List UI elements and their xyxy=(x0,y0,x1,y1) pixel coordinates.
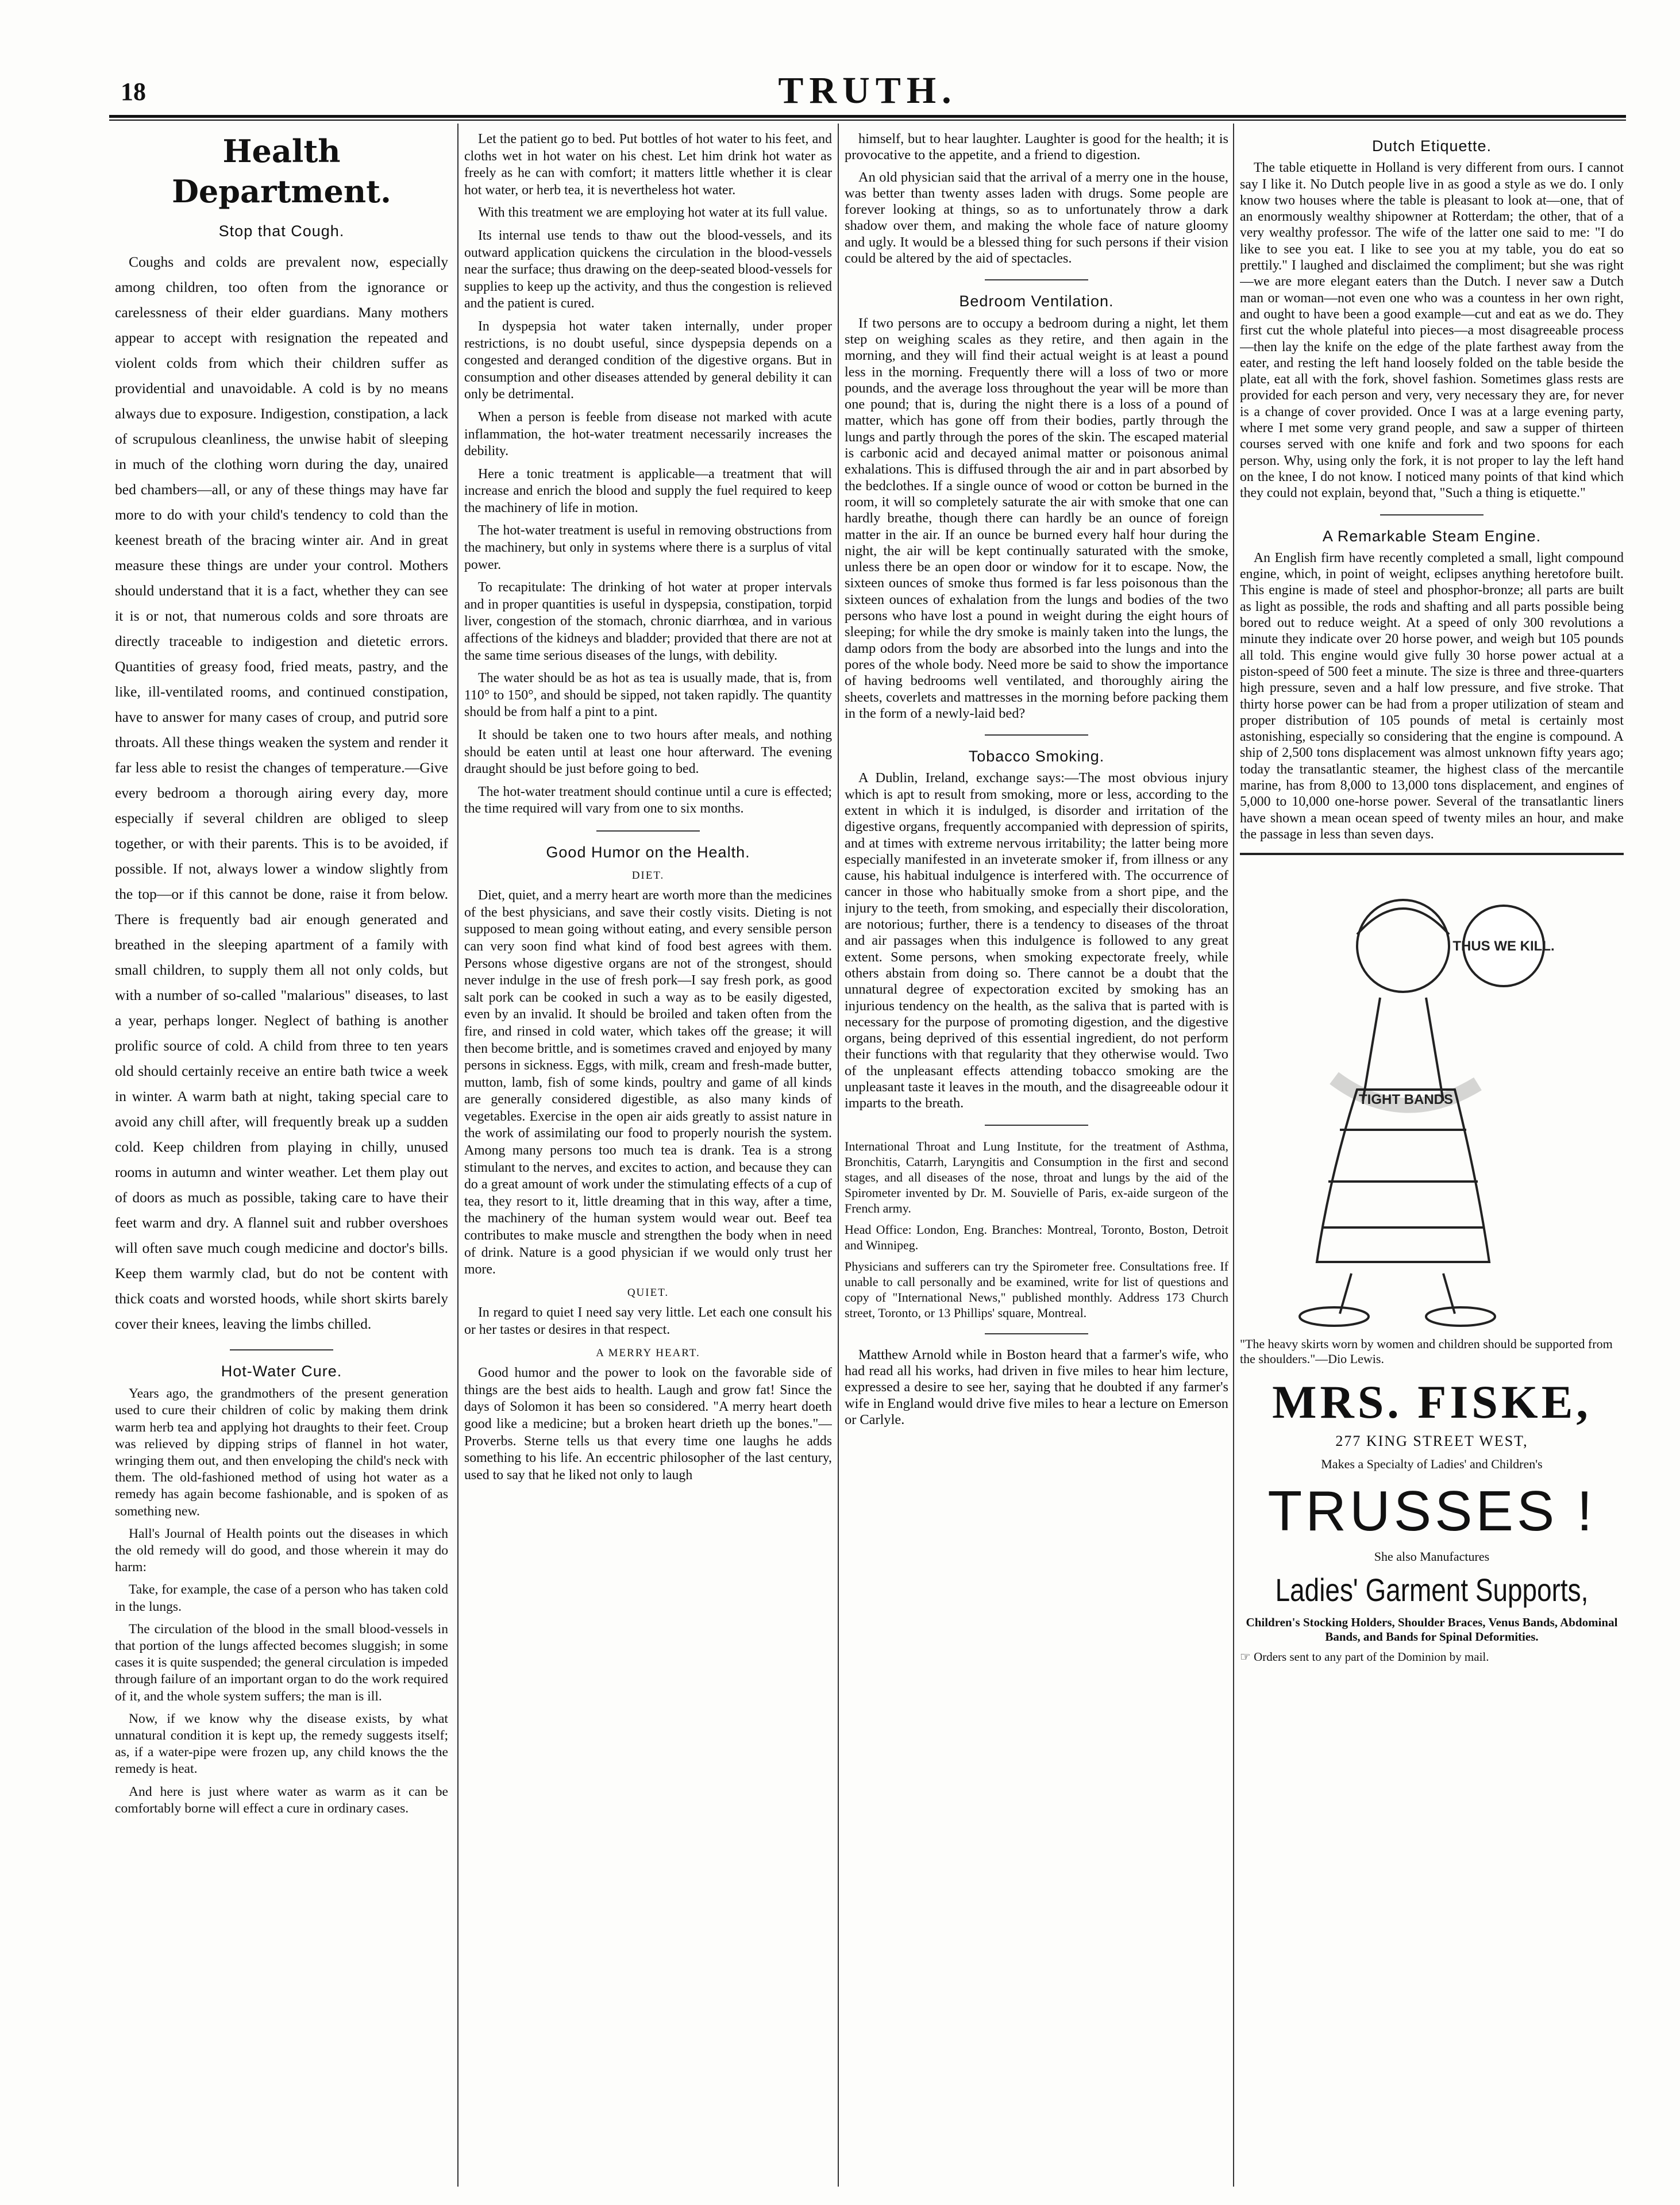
article-heading: Hot-Water Cure. xyxy=(221,1363,342,1380)
article-paragraph: The circulation of the blood in the small blood-vessels in that portion of the lungs affected becomes sluggish; in some cases it is quite suspended; the general circulation is impeded through failure of an important organ to do the work required of it, and the whole system suffers; the man is ill. xyxy=(115,1621,448,1704)
article-paragraph: Now, if we know why the disease exists, by what unnatural condition it is kept up, the remedy suggests itself; as, if a water-pipe were frozen up, any child knows the the remedy is heat. xyxy=(115,1711,448,1777)
article-paragraph: When a person is feeble from disease not marked with acute inflammation, the hot-water treatment necessarily increases the debility. xyxy=(464,409,832,459)
subheading: DIET. xyxy=(631,869,665,882)
article-paragraph: If two persons are to occupy a bedroom during a night, let them step on weighing scales as they retire, and then again in the morning, and they will find their actual weight is at least a pound less in the morning. Frequently there will a loss of two or more pounds, and the average loss throughout the year will be more than one pound; that is, during the night there is a loss of a pound of matter, which has gone off from their bodies, partly through the lungs and partly through the pores of the skin. The escaped material is carbonic acid and decayed animal matter or poisonous animal exhalations. This is diffused through the air and in part absorbed by the bedclothes. If a single ounce of wood or cotton be burned in the room, it will so completely saturate the air with smoke that one can hardly breathe, though there can hardly be an ounce of foreign matter in the air. If an ounce be burned every half hour during the night, the air will be kept continually saturated with the smoke, unless there be an open door or window for it to escape. Now, the sixteen ounces of smoke thus formed is far less poisonous than the sixteen ounces of exhalation from the lungs and bodies of the two persons who have lost a pound in weight during the eight hours of sleeping; for while the dry smoke is mainly taken into the lungs, the damp odors from the body are absorbed into the lungs and into the pores of the whole body. Need more be said to show the importance of having bedrooms well ventilated, and thoroughly airing the sheets, coverlets and mattresses in the morning before packing them in the form of a newly-laid bed? xyxy=(845,315,1228,721)
article-paragraph: An old physician said that the arrival of a merry one in the house, was better than twenty asses laden with drugs. Some people are forever looking at things, so as to unfortunately throw a dark shadow over them, and making the whole face of nature gloomy and ugly. It would be a blessed thing for such persons if their vision could be altered by the aid of spectacles. xyxy=(845,169,1228,267)
separator xyxy=(985,1333,1088,1334)
column-2 xyxy=(464,131,832,2188)
article-paragraph: Its internal use tends to thaw out the blood-vessels, and its outward application quickens the circulation in the blood-vessels near the surface; thus drawing on the deep-seated blood-vessels for supplies to keep up the activity, and thus the congestion is relieved and the patient is cured. xyxy=(464,228,832,311)
ribbon-text: THUS WE KILL. xyxy=(1452,938,1555,955)
article-paragraph: The hot-water treatment is useful in removing obstructions from the machinery, but only in systems where there is a surplus of vital power. xyxy=(464,523,832,572)
article-paragraph: Good humor and the power to look on the favorable side of things are the best aids to health. Laugh and grow fat! Since the days of Solomon it has been so considered. "A merry heart doeth good like a medicine; but a broken heart drieth up the bones."—Proverbs. Sterne tells us that every time one laughs he adds something to his life. An eccentric philosopher of the last century, used to say that he liked not only to laugh xyxy=(464,1365,832,1483)
separator xyxy=(1380,514,1484,515)
article-heading: A Remarkable Steam Engine. xyxy=(1322,527,1542,545)
notice-paragraph: International Throat and Lung Institute, for the treatment of Asthma, Bronchitis, Catarrh, Laryngitis and Consumption in the first and second stages, and all diseases of the nose, throat and lungs by the aid of the Spirometer invented by Dr. M. Souvielle of Paris, ex-aide surgeon of the French army. xyxy=(845,1138,1228,1215)
article-paragraph: To recapitulate: The drinking of hot water at proper intervals and in proper quantities is useful in dyspepsia, constipation, torpid liver, congestion of the stomach, chronic diarrhœa, and in various affections of the kidneys and bladder; provided that there are not at the same time serious diseases of the lungs, with debility. xyxy=(464,580,832,663)
article-heading: Bedroom Ventilation. xyxy=(959,293,1114,310)
article-paragraph: The water should be as hot as tea is usually made, that is, from 110° to 150°, and should be sipped, not taken rapidly. The quantity should be from half a pint to a pint. xyxy=(464,671,832,720)
article-paragraph: An English firm have recently completed a small, light compound engine, which, in point of weight, eclipses anything heretofore built. This engine is made of steel and phosphor-bronze; all parts are built as light as possible, the rods and shafting and all parts possible being bored out to reduce weight. At a speed of only 300 revolutions a minute they indicate over 20 horse power, and weigh but 105 pounds all told. This engine would give fully 30 horse power actual at a piston-speed of 500 feet a minute. The size is three and three-quarters high pressure, seven and a half low pressure, and five stroke. That thirty horse power can be had from a proper utilization of steam and proper distribution of 105 pounds of metal is certainly most astonishing, especially so considering that the engine is compound. A ship of 2,500 tons displacement was almost unknown fifty years ago; today the transatlantic steamer, the highest class of the mercantile marine, has from 8,000 to 13,000 tons displacement, and engines of 5,000 to 10,000 one-horse power. Several of the transatlantic liners have shown a mean ocean speed of twenty miles an hour, and make the passage in less than seven days. xyxy=(1240,550,1624,842)
ad-rule xyxy=(1240,853,1624,855)
article-paragraph: In dyspepsia hot water taken internally, under proper restrictions, is no doubt useful, since dyspepsia depends on a congested and deranged condition of the digestive organs. But in consumption and other diseases attended by general debility it can only be detrimental. xyxy=(464,318,832,402)
masthead-title: TRUTH. xyxy=(778,70,957,111)
girl-illustration xyxy=(1271,860,1593,1331)
article-paragraph: In regard to quiet I need say very little. Let each one consult his or her tastes or desires in that respect. xyxy=(464,1305,832,1337)
article-heading: Good Humor on the Health. xyxy=(546,843,750,861)
ad-tagline: Makes a Specialty of Ladies' and Children's xyxy=(1321,1457,1543,1472)
department-heading: Health Department. xyxy=(172,133,391,210)
ad-product-list: Children's Stocking Holders, Shoulder Braces, Venus Bands, Abdominal Bands, and Bands for Spinal Deformities. xyxy=(1246,1615,1618,1644)
header-rule xyxy=(109,115,1626,118)
notice-paragraph: Physicians and sufferers can try the Spirometer free. Consultations free. If unable to call personally and be examined, write for list of questions and copy of "International News," published monthly. Address 173 Church street, Toronto, or 13 Phillips' square, Montreal. xyxy=(845,1259,1228,1320)
institute-notice xyxy=(845,1138,1228,1321)
article-paragraph: It should be taken one to two hours after meals, and nothing should be eaten until at least one hour afterward. The evening draught should be just before going to bed. xyxy=(464,728,832,777)
article-paragraph: Let the patient go to bed. Put bottles of hot water to his feet, and cloths wet in hot water on his chest. Let him drink hot water as freely as he can with comfort; it matters little whether it is clear hot water, or herb tea, it is nevertheless hot water. xyxy=(464,132,832,198)
article-paragraph: Diet, quiet, and a merry heart are worth more than the medicines of the best physicians, and save their costly visits. Dieting is not supposed to mean going without eating, and every sensible person can very soon find what kind of food best agrees with them. Persons whose digestive organs are not of the strongest, should never indulge in the use of fresh pork—I say fresh pork, as good salt pork can be cooked in such a way as to be easily digested, even by an invalid. It should be broiled and taken often from the fire, and rinsed in cold water, which takes off the grease; it will then become brittle, and is sometimes craved and enjoyed by many persons in sickness. Eggs, with milk, cream and fresh-made butter, mutton, lamb, fish of some kinds, poultry and game of all kinds are generally considered digestible, as also many kinds of vegetables. Exercise in the open air aids greatly to assist nature in the work of assimilating our food to properly nourish the system. Among many persons too much tea is drank. Tea is a strong stimulant to the nerves, and excites to action, and because they can do a great amount of work under the stimulating effects of a cup of tea, they resort to it, little dreaming that in this way, after a time, the machinery of the human system would wear out. Beef tea contributes to make muscle and strengthen the body when in need of drink. Nature is a good physician if we would only trust her more. xyxy=(464,888,832,1277)
column-divider xyxy=(457,124,458,2187)
page-number: 18 xyxy=(121,78,146,106)
article-paragraph: Take, for example, the case of a person who has taken cold in the lungs. xyxy=(115,1582,448,1614)
band-text: TIGHT BANDS xyxy=(1359,1092,1453,1108)
separator xyxy=(596,830,700,832)
column-divider xyxy=(838,124,839,2187)
article-paragraph: himself, but to hear laughter. Laughter is good for the health; it is provocative to the appetite, and a friend to digestion. xyxy=(845,131,1228,163)
separator xyxy=(230,1349,333,1350)
subheading: QUIET. xyxy=(627,1286,669,1299)
separator xyxy=(985,1125,1088,1126)
article-paragraph: Hall's Journal of Health points out the diseases in which the old remedy will do good, and those wherein it may do harm: xyxy=(115,1526,448,1575)
article-paragraph: Here a tonic treatment is applicable—a treatment that will increase and enrich the blood and supply the fuel required to keep the machinery of life in motion. xyxy=(464,466,832,515)
article-heading: Stop that Cough. xyxy=(218,222,345,240)
separator xyxy=(985,734,1088,736)
article-heading: Dutch Etiquette. xyxy=(1371,137,1492,155)
advertiser-name: MRS. FISKE, xyxy=(1272,1376,1592,1429)
advertiser-address: 277 KING STREET WEST, xyxy=(1335,1433,1528,1450)
illustration-caption: "The heavy skirts worn by women and children should be supported from the shoulders."—Dio Lewis. xyxy=(1240,1337,1613,1367)
column-4 xyxy=(1240,131,1624,2188)
article-paragraph: The hot-water treatment should continue until a cure is effected; the time required will vary from one to six months. xyxy=(464,784,832,817)
ad-trusses: TRUSSES ! xyxy=(1267,1479,1596,1542)
notice-paragraph: Head Office: London, Eng. Branches: Montreal, Toronto, Boston, Detroit and Winnipeg. xyxy=(845,1222,1228,1252)
article-paragraph: The table etiquette in Holland is very different from ours. I cannot say I like it. No Dutch people live in as good a style as we do. I only know two houses where the table is pleasant to look at—one, that of an enormously wealthy shipowner at Rotterdam; the other, that of a very wealthy professor. The wife of the latter one said to me: "I do like to see you eat. I like to see you at my table, you do eat so prettily." I laughed and disclaimed the compliment; but she was right—we are more elegant eaters than the Dutch. I never saw a Dutch man or woman—not even one who was a countess in her own right, and ought to have been a good example—cut and eat as we do. They first cut the whole plateful into pieces—a most disagreeable process—then lay the knife on the edge of the plate farthest away from the eater, and resting the left hand loosely folded on the table beside the plate, eat all with the fork, shovel fashion. Sometimes glass rests are provided for each person and very, very necessary they are, for never is a change of cover provided. Once I was at a large evening party, where I met some very grand people, and saw a supper of thirteen courses served with one knife and fork and two spoons for each person. Why, using only the fork, it is not proper to lay the left hand on the knee, I do not know. I noticed many points of that kind which they could not explain, beyond that, "Such a thing is etiquette." xyxy=(1240,160,1624,501)
page-header xyxy=(109,69,1626,115)
article-paragraph: With this treatment we are employing hot water at its full value. xyxy=(478,205,828,221)
article-paragraph: Matthew Arnold while in Boston heard that a farmer's wife, who had read all his works, had driven in five miles to hear him lecture, expressed a desire to see her, saying that he doubted if any farmer's wife in England would drive five miles to hear a lecture on Emerson or Carlyle. xyxy=(845,1346,1228,1427)
article-paragraph: Years ago, the grandmothers of the present generation used to cure their children of colic by making them drink warm herb tea and applying hot draughts to their feet. Croup was relieved by dipping strips of flannel in hot water, wringing them out, and then enveloping the child's neck with them. The old-fashioned method of using hot water as a remedy has again become fashionable, and is spoken of as something new. xyxy=(115,1386,448,1519)
column-divider xyxy=(1233,124,1234,2187)
article-paragraph: And here is just where water as warm as it can be comfortably borne will effect a cure in ordinary cases. xyxy=(115,1784,448,1816)
ad-garment-supports: Ladies' Garment Supports, xyxy=(1275,1572,1589,1608)
separator xyxy=(985,279,1088,280)
advertisement xyxy=(1240,860,1624,1664)
header-rule-thin xyxy=(109,120,1626,121)
column-3 xyxy=(845,131,1228,2188)
ad-also: She also Manufactures xyxy=(1374,1549,1490,1564)
article-heading: Tobacco Smoking. xyxy=(968,748,1105,765)
article-paragraph: A Dublin, Ireland, exchange says:—The most obvious injury which is apt to result from smoking, more or less, according to the extent in which it is indulged, is disorder and irritation of the digestive organs, frequently accompanied with depression of spirits, and at times with extreme nervous irritability; the latter being more especially manifested in an inveterate smoker if, from illness or any cause, his habitual indulgence is interfered with. The occurrence of cancer in those who habitually smoke from a short pipe, and the injury to the teeth, from smoking, and especially their discoloration, are notorious; further, there is a tendency to diseases of the throat and air passages when this indulgence is followed to any great extent. Some persons, when smoking expectorate freely, while others abstain from doing so. There cannot be a doubt that the unnatural degree of expectoration excited by smoking has an injurious tendency on the health, as the saliva that is parted with is necessary for the purpose of promoting digestion, and the digestive organs, being deprived of this essential ingredient, do not perform their functions with that regularity that they otherwise would. Two of the unpleasant effects attending tobacco smoking are the unpleasant taste it leaves in the mouth, and the disagreeable odour it imparts to the breath. xyxy=(845,770,1228,1111)
article-paragraph: Coughs and colds are prevalent now, especially among children, too often from the ignorance or carelessness of their elder guardians. Many mothers appear to accept with resignation the repeated and violent colds from which their children suffer as providential and unavoidable. A cold is by no means always due to exposure. Indigestion, constipation, a lack of scrupulous cleanliness, the unwise habit of sleeping in much of the clothing worn during the day, unaired bed chambers—all, or any of these things may have far more to do with your child's tendency to cold than the keenest breath of the bracing winter air. And in great measure these things are under your control. Mothers should understand that it is a fact, whether they can see it is or not, that numerous colds and sore throats are directly traceable to indigestion and dietetic errors. Quantities of greasy food, fried meats, pastry, and the like, ill-ventilated rooms, and continued constipation, have to answer for many cases of croup, and putrid sore throats. All these things weaken the system and render it far less able to resist the changes of temperature.—Give every bedroom a thorough airing every day, more especially if several children are obliged to sleep together, or with their parents. This is to be avoided, if possible. If not, always lower a window slightly from the top—or if this cannot be done, raise it from below. There is frequently bad air enough generated and breathed in the sleeping apartment of a family with small children, to supply them all not only colds, but with a number of so-called "malarious" diseases, to last a year, perhaps longer. Neglect of bathing is another prolific source of cold. A child from three to ten years old should certainly receive an entire bath twice a week in winter. A warm bath at night, taking special care to avoid any chill after, will frequently break up a sudden cold. Keep children from playing in chilly, unused rooms in autumn and winter weather. Let them play out of doors as much as possible, taking care to have their feet warm and dry. A flannel suit and rubber overshoes will often save much cough medicine and doctor's bills. Keep them warmly clad, but do not be content with thick coats and worsted hoods, while short skirts barely cover their knees, leaving the limbs chilled. xyxy=(115,253,448,1332)
column-1 xyxy=(115,131,448,2188)
ad-orders-note: ☞ Orders sent to any part of the Dominion by mail. xyxy=(1240,1650,1489,1664)
subheading: A MERRY HEART. xyxy=(596,1346,700,1359)
